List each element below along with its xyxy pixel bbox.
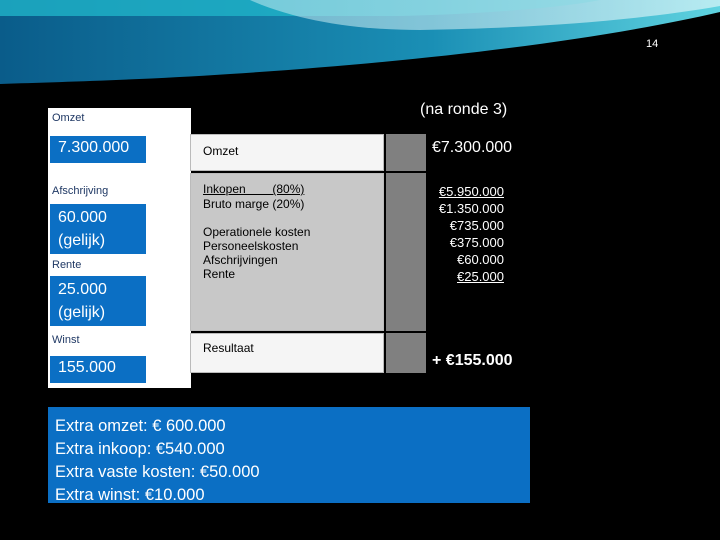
gray-bar-costs <box>386 173 426 331</box>
rente-value: 25.000 <box>58 281 107 298</box>
left-summary-panel <box>48 108 191 388</box>
extra-winst-line: Extra winst: €10.000 <box>55 486 205 504</box>
afschrijving-label: Afschrijving <box>52 185 109 197</box>
slide-number: 14 <box>646 38 659 50</box>
bruto-marge-value: €1.350.000 <box>438 201 504 216</box>
rente-cost-label: Rente <box>203 267 236 281</box>
header-swoosh-graphic <box>0 0 720 90</box>
statement-omzet-row <box>190 134 384 171</box>
afschrijving-value: 60.000 <box>58 209 107 226</box>
statement-cost-values <box>426 183 504 285</box>
afschrijvingen-label: Afschrijvingen <box>203 253 278 267</box>
rente-value-right: €25.000 <box>457 269 504 284</box>
rente-value-box <box>50 276 146 326</box>
statement-omzet-value: €7.300.000 <box>432 139 513 156</box>
rente-note: (gelijk) <box>58 304 106 321</box>
personeelskosten-label: Personeelskosten <box>203 239 299 253</box>
bruto-marge-label: Bruto marge (20%) <box>203 197 305 211</box>
extra-summary-box <box>48 407 530 503</box>
extra-inkoop-line: Extra inkoop: €540.000 <box>55 440 225 458</box>
winst-label: Winst <box>52 334 80 346</box>
afschrijvingen-value: €60.000 <box>457 252 504 267</box>
winst-value: 155.000 <box>58 359 116 376</box>
omzet-label: Omzet <box>52 112 85 124</box>
inkopen-value: €5.950.000 <box>438 184 504 199</box>
omzet-value-box <box>50 136 146 163</box>
personeelskosten-value: €375.000 <box>449 235 504 250</box>
extra-vaste-kosten-line: Extra vaste kosten: €50.000 <box>55 463 260 481</box>
statement-omzet-label: Omzet <box>203 144 239 158</box>
operationele-kosten-label: Operationele kosten <box>203 225 311 239</box>
inkopen-label: Inkopen (80%) <box>203 182 305 196</box>
afschrijving-value-box <box>50 204 146 254</box>
gray-bar-resultaat <box>386 333 426 373</box>
extra-omzet-line: Extra omzet: € 600.000 <box>55 417 226 435</box>
resultaat-value: + €155.000 <box>432 352 513 369</box>
resultaat-label: Resultaat <box>203 341 254 355</box>
omzet-value: 7.300.000 <box>58 139 130 156</box>
operationele-kosten-value: €735.000 <box>449 218 504 233</box>
gray-bar-omzet <box>386 134 426 171</box>
rente-label: Rente <box>52 259 82 271</box>
statement-resultaat-row <box>190 333 384 373</box>
statement-costs-block <box>190 173 384 331</box>
afschrijving-note: (gelijk) <box>58 232 106 249</box>
slide-subtitle: (na ronde 3) <box>420 101 508 118</box>
winst-value-box <box>50 356 146 383</box>
